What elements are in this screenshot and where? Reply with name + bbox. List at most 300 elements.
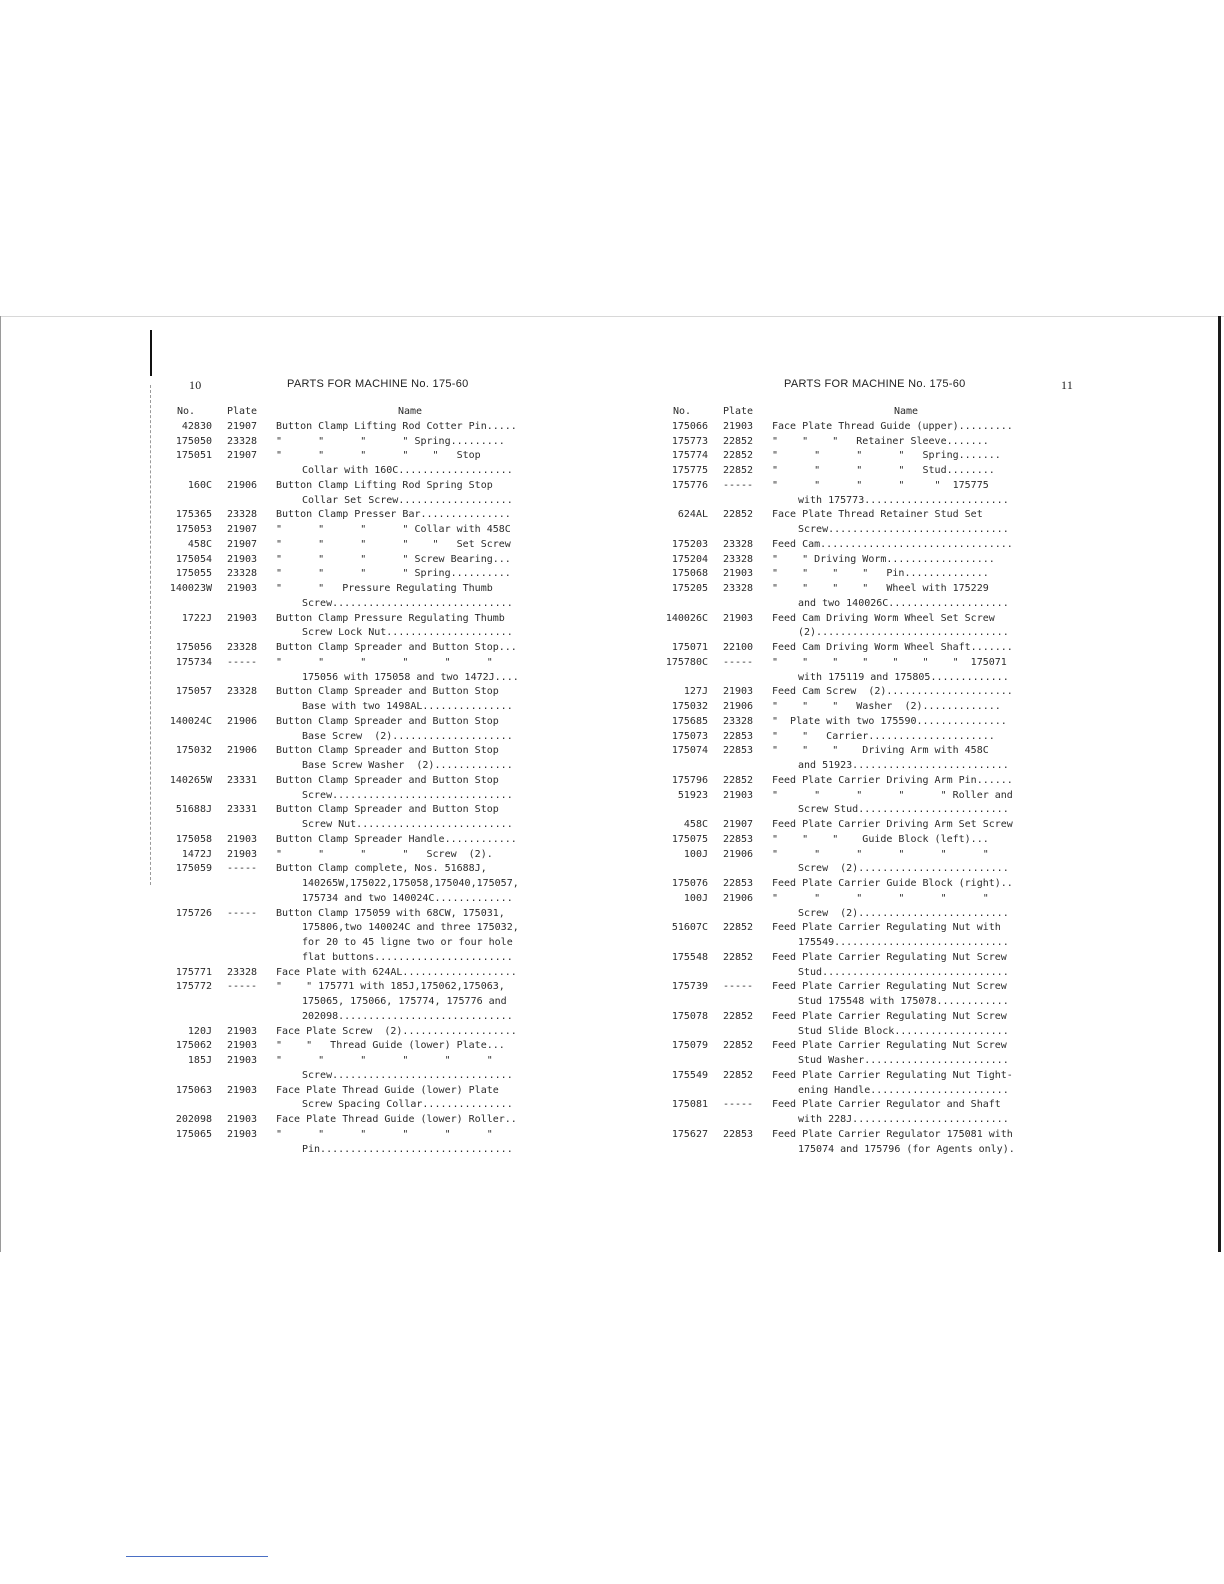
plate-number: 21903 [226,848,258,860]
plate-number: 21903 [226,833,258,845]
part-number: 175627 [671,1128,708,1140]
plate-number: ----- [722,981,754,993]
part-number: 100J [683,848,708,860]
part-name-line: " " " " " Roller and [772,789,1013,801]
plate-number: 21903 [226,553,258,565]
part-number: 458C [187,538,212,550]
part-name-line: Screw.............................. [302,1069,513,1081]
part-name-line: Feed Plate Carrier Driving Arm Pin...... [772,774,1013,786]
plate-number: 21903 [722,686,754,698]
part-name-line: for 20 to 45 ligne two or four hole [302,937,513,948]
column-header-no: No. [672,406,692,417]
part-number: 175773 [671,435,708,447]
part-name [768,479,1040,509]
part-number: 175739 [671,981,708,993]
part-name-line: " " " " Screw (2). [276,848,493,860]
part-name [272,449,544,479]
part-name [272,744,544,774]
table-row [656,656,1040,686]
part-number: 175685 [671,715,708,727]
part-name [768,980,1040,1010]
part-name-line: Screw Stud......................... [798,804,1009,816]
scan-border [0,316,1224,317]
part-name [768,1098,1040,1128]
part-name-line: Button Clamp 175059 with 68CW, 175031, [276,907,505,919]
part-name-line: Button Clamp Spreader and Button Stop [276,774,499,786]
part-name-line: Feed Plate Carrier Regulating Nut Screw [772,1040,1007,1052]
part-number: 175205 [671,583,708,594]
part-number: 140024C [169,715,212,727]
part-name [272,656,544,686]
plate-number: ----- [226,863,258,875]
part-name-line: Feed Plate Carrier Regulator 175081 with [772,1128,1013,1140]
part-name-line: " " " " " " [276,656,493,668]
plate-number: 21906 [722,701,754,712]
part-name-line: " " " " Screw Bearing... [276,553,511,565]
plate-number: 21903 [226,1025,258,1037]
part-number: 120J [187,1025,212,1037]
part-name-line: Base Screw Washer (2)............. [302,760,513,771]
table-row [160,435,544,450]
table-row [656,774,1040,789]
column-header-plate: Plate [226,406,258,417]
table-header [160,405,544,420]
part-number: 140026C [665,612,708,624]
plate-number: 23328 [722,583,754,594]
plate-number: 21903 [226,1055,258,1066]
table-row [160,715,544,745]
plate-number: 22852 [722,922,754,934]
plate-number: 23328 [226,686,258,698]
part-name-line: " " " " " Stop [276,450,481,462]
part-name-line: Stud Slide Block................... [798,1025,1009,1037]
part-name-line: (2)................................ [798,627,1009,639]
plate-number: 22853 [722,878,754,889]
plate-number: 22852 [722,951,754,963]
part-name-line: 175549............................. [798,937,1009,948]
binding-edge [150,385,152,885]
part-number: 175796 [671,774,708,786]
plate-number: ----- [226,656,258,668]
part-name-line: " " " " " " [772,892,989,904]
plate-number: 21903 [226,583,258,594]
part-name-line: Face Plate Screw (2)................... [276,1025,517,1037]
part-name-line: Screw Nut.......................... [302,819,513,830]
part-number: 175203 [671,538,708,550]
part-number: 175056 [175,642,212,653]
part-name-line: Feed Cam................................ [772,538,1013,550]
part-number: 175774 [671,450,708,462]
table-row [656,464,1040,479]
table-row [160,774,544,804]
column-header-no: No. [176,406,196,417]
part-number: 458C [683,819,708,830]
part-name-line: with 175773........................ [798,494,1009,506]
part-name [272,523,544,538]
part-name [768,567,1040,582]
part-name [768,641,1040,656]
table-row [160,656,544,686]
part-number: 175771 [175,966,212,978]
part-number: 175065 [175,1128,212,1140]
part-number: 175076 [671,878,708,889]
part-name-line: with 175119 and 175805............. [798,671,1009,683]
part-name [272,1128,544,1158]
table-row [160,1054,544,1084]
part-name-line: Button Clamp Lifting Rod Spring Stop [276,479,493,491]
plate-number: 21903 [226,1114,258,1125]
part-name-line: ening Handle....................... [798,1084,1009,1096]
part-name-line: " " Driving Worm.................. [772,553,995,565]
table-row [656,1039,1040,1069]
part-name [272,435,544,450]
part-name-line: " " " " Spring......... [276,435,505,447]
plate-number: 21906 [226,745,258,757]
column-header-name: Name [397,406,423,417]
part-name-line: " " " " Stud........ [772,465,995,476]
part-name-line: " " " " " " [276,1055,493,1066]
part-name-line: Feed Plate Carrier Guide Block (right).. [772,878,1013,889]
part-name [272,641,544,656]
part-number: 140023W [169,583,212,594]
table-row [160,980,544,1024]
part-number: 175063 [175,1084,212,1096]
plate-number: 21906 [226,479,258,491]
part-name [272,1113,544,1128]
part-name [768,774,1040,789]
table-row [656,921,1040,951]
part-name [272,1084,544,1114]
plate-number: 23328 [226,435,258,447]
part-name [272,980,544,1024]
part-name-line: Face Plate Thread Guide (lower) Plate [276,1084,499,1096]
part-name [768,1128,1040,1158]
table-row [160,966,544,981]
part-name-line: Feed Plate Carrier Driving Arm Set Screw [772,819,1013,830]
table-row [160,1039,544,1054]
part-number: 1472J [181,848,212,860]
part-name-line: Feed Plate Carrier Regulator and Shaft [772,1099,1001,1111]
part-name-line: Feed Plate Carrier Regulating Nut Tight- [772,1069,1013,1081]
part-name-line: Face Plate Thread Retainer Stud Set [772,509,983,521]
part-name [768,420,1040,435]
part-name [272,479,544,509]
plate-number: 21907 [722,819,754,830]
table-row [160,420,544,435]
plate-number: 23331 [226,804,258,816]
plate-number: 22852 [722,774,754,786]
part-name-line: Collar Set Screw................... [302,494,513,506]
part-number: 624AL [677,509,708,521]
part-name-line: and 51923.......................... [798,760,1009,771]
table-row [656,877,1040,892]
table-row [656,567,1040,582]
part-name-line: Button Clamp Spreader and Button Stop... [276,642,517,653]
part-name-line: 175056 with 175058 and two 1472J.... [302,671,519,683]
plate-number: 21903 [226,1040,258,1052]
part-name-line: " " " Guide Block (left)... [772,833,989,845]
part-name-line: Screw Lock Nut..................... [302,627,513,639]
part-name-line: Feed Plate Carrier Regulating Nut Screw [772,981,1007,993]
table-row [160,833,544,848]
part-name-line: Button Clamp Spreader and Button Stop [276,745,499,757]
part-name [768,715,1040,730]
table-row [656,980,1040,1010]
part-name [272,1054,544,1084]
part-name-line: " " " " " Set Screw [276,538,511,550]
plate-number: 23328 [722,553,754,565]
part-name [272,803,544,833]
plate-number: 21903 [722,420,754,432]
part-name [272,966,544,981]
table-row [656,730,1040,745]
plate-number: 22100 [722,642,754,653]
table-row [656,1010,1040,1040]
part-name-line: Button Clamp Spreader Handle............ [276,833,517,845]
part-number: 160C [187,479,212,491]
table-row [656,789,1040,819]
part-number: 175032 [671,701,708,712]
table-row [656,685,1040,700]
column-header-plate: Plate [722,406,754,417]
part-name-line: " " " " " " [772,848,989,860]
scan-edge-left [0,316,1,1252]
part-name [768,700,1040,715]
plate-number: 21903 [226,1128,258,1140]
plate-number: 21906 [722,848,754,860]
part-number: 175053 [175,524,212,535]
plate-number: 23328 [226,568,258,580]
part-number: 51688J [175,804,212,816]
table-row [656,1069,1040,1099]
plate-number: ----- [722,1099,754,1111]
table-row [656,833,1040,848]
table-row [160,641,544,656]
part-name-line: Stud............................... [798,966,1009,978]
part-name-line: Feed Cam Screw (2)..................... [772,686,1013,698]
part-name [768,449,1040,464]
table-row [160,803,544,833]
part-name-line: " " Carrier..................... [772,730,995,742]
plate-number: 23328 [226,966,258,978]
part-name-line: Screw Spacing Collar............... [302,1099,513,1111]
part-number: 175776 [671,479,708,491]
table-row [160,685,544,715]
part-number: 175549 [671,1069,708,1081]
part-name [768,730,1040,745]
part-name-line: Base Screw (2).................... [302,730,513,742]
plate-number: 21906 [722,892,754,904]
plate-number: 22853 [722,745,754,757]
table-row [656,612,1040,642]
plate-number: 22852 [722,435,754,447]
part-number: 175548 [671,951,708,963]
part-name [272,774,544,804]
part-number: 175058 [175,833,212,845]
table-row [160,508,544,523]
table-row [160,553,544,568]
plate-number: 21907 [226,524,258,535]
part-name-line: with 228J.......................... [798,1114,1009,1125]
plate-number: 23328 [226,509,258,521]
part-name-line: and two 140026C.................... [798,597,1009,609]
part-number: 175066 [671,420,708,432]
part-name-line: flat buttons....................... [302,951,513,963]
part-name-line: Feed Plate Carrier Regulating Nut with [772,922,1001,934]
part-number: 175059 [175,863,212,875]
right-parts-table [656,405,1040,1157]
table-row [656,700,1040,715]
part-name-line: Screw.............................. [798,524,1009,535]
part-number: 175073 [671,730,708,742]
table-row [160,479,544,509]
part-name-line: " " " " " " " 175071 [772,656,1007,668]
plate-number: ----- [226,907,258,919]
table-header [656,405,1040,420]
plate-number: 22852 [722,509,754,521]
table-row [656,951,1040,981]
part-number: 51607C [671,922,708,934]
part-name-line: " " 175771 with 185J,175062,175063, [276,981,505,993]
table-row [160,907,544,966]
part-number: 175079 [671,1040,708,1052]
table-row [656,449,1040,464]
left-page-number: 10 [189,378,202,392]
part-name [768,892,1040,922]
table-row [160,523,544,538]
plate-number: 22852 [722,1040,754,1052]
part-name [272,1025,544,1040]
table-row [160,1113,544,1128]
part-name-line: " Plate with two 175590............... [772,715,1007,727]
part-name-line: 140265W,175022,175058,175040,175057, [302,878,519,889]
table-row [656,892,1040,922]
part-name-line: Button Clamp complete, Nos. 51688J, [276,863,487,875]
part-name-line: Screw.............................. [302,597,513,609]
plate-number: 21907 [226,450,258,462]
left-page-title: PARTS FOR MACHINE No. 175-60 [287,378,469,390]
plate-number: ----- [722,656,754,668]
part-number: 175057 [175,686,212,698]
plate-number: 22852 [722,1010,754,1022]
plate-number: 23328 [226,642,258,653]
part-number: 42830 [181,420,212,432]
plate-number: ----- [226,981,258,993]
table-row [656,479,1040,509]
table-row [160,582,544,612]
plate-number: 21903 [226,1084,258,1096]
part-name [768,951,1040,981]
part-name [272,833,544,848]
table-row [656,1098,1040,1128]
part-name [272,508,544,523]
part-number: 175075 [671,833,708,845]
plate-number: 21907 [226,420,258,432]
plate-number: 22853 [722,833,754,845]
table-row [656,582,1040,612]
table-row [160,567,544,582]
part-name [768,656,1040,686]
part-name-line: Base with two 1498AL............... [302,701,513,712]
part-name-line: Screw.............................. [302,789,513,801]
part-number: 175054 [175,553,212,565]
table-row [656,553,1040,568]
part-name [768,833,1040,848]
part-number: 100J [683,892,708,904]
part-number: 175780C [665,656,708,668]
footer-rule [126,1556,268,1557]
part-name [272,612,544,642]
part-name [272,862,544,906]
part-name [768,1039,1040,1069]
part-name [272,715,544,745]
table-row [160,449,544,479]
part-name-line: " " " Retainer Sleeve....... [772,435,989,447]
part-name-line: " " " " " 175775 [772,479,989,491]
part-name-line: " " " " " " [276,1128,493,1140]
part-name-line: Stud Washer........................ [798,1055,1009,1066]
plate-number: 21903 [722,612,754,624]
plate-number: 23331 [226,774,258,786]
part-number: 175074 [671,745,708,757]
part-name [768,435,1040,450]
part-name-line: " " " " Pin.............. [772,568,989,580]
right-page-title: PARTS FOR MACHINE No. 175-60 [784,378,966,390]
table-row [656,435,1040,450]
binding-mark [150,330,152,376]
part-name [272,685,544,715]
part-name-line: Button Clamp Presser Bar............... [276,509,511,521]
part-name-line: Screw (2)......................... [798,907,1009,919]
plate-number: 22852 [722,465,754,476]
right-page-number: 11 [1061,378,1074,392]
part-name-line: 175074 and 175796 (for Agents only). [798,1143,1015,1155]
part-number: 175204 [671,553,708,565]
part-name-line: " " " Washer (2)............. [772,701,1001,712]
part-name-line: 175065, 175066, 175774, 175776 and [302,996,507,1007]
table-row [160,538,544,553]
part-name-line: Face Plate with 624AL................... [276,966,517,978]
part-name-line: Stud 175548 with 175078............ [798,996,1009,1007]
plate-number: 22853 [722,730,754,742]
part-name [768,1069,1040,1099]
part-name [768,1010,1040,1040]
part-name-line: Button Clamp Lifting Rod Cotter Pin..... [276,420,517,432]
part-name [768,553,1040,568]
part-name [272,567,544,582]
part-name-line: 175734 and two 140024C............. [302,892,513,904]
plate-number: ----- [722,479,754,491]
part-name-line: Button Clamp Spreader and Button Stop [276,686,499,698]
part-number: 175772 [175,981,212,993]
part-number: 175365 [175,509,212,521]
part-name-line: Feed Plate Carrier Regulating Nut Screw [772,951,1007,963]
table-row [656,715,1040,730]
part-number: 175078 [671,1010,708,1022]
table-row [656,848,1040,878]
scan-edge-right [1218,316,1221,1252]
table-row [656,744,1040,774]
part-number: 175081 [671,1099,708,1111]
plate-number: 21907 [226,538,258,550]
part-name-line: " " Thread Guide (lower) Plate... [276,1040,505,1052]
part-number: 1722J [181,612,212,624]
part-name-line: Feed Cam Driving Worm Wheel Shaft....... [772,642,1013,653]
table-row [656,641,1040,656]
part-name [768,848,1040,878]
part-name-line: " " " Driving Arm with 458C [772,745,989,757]
table-row [656,1128,1040,1158]
